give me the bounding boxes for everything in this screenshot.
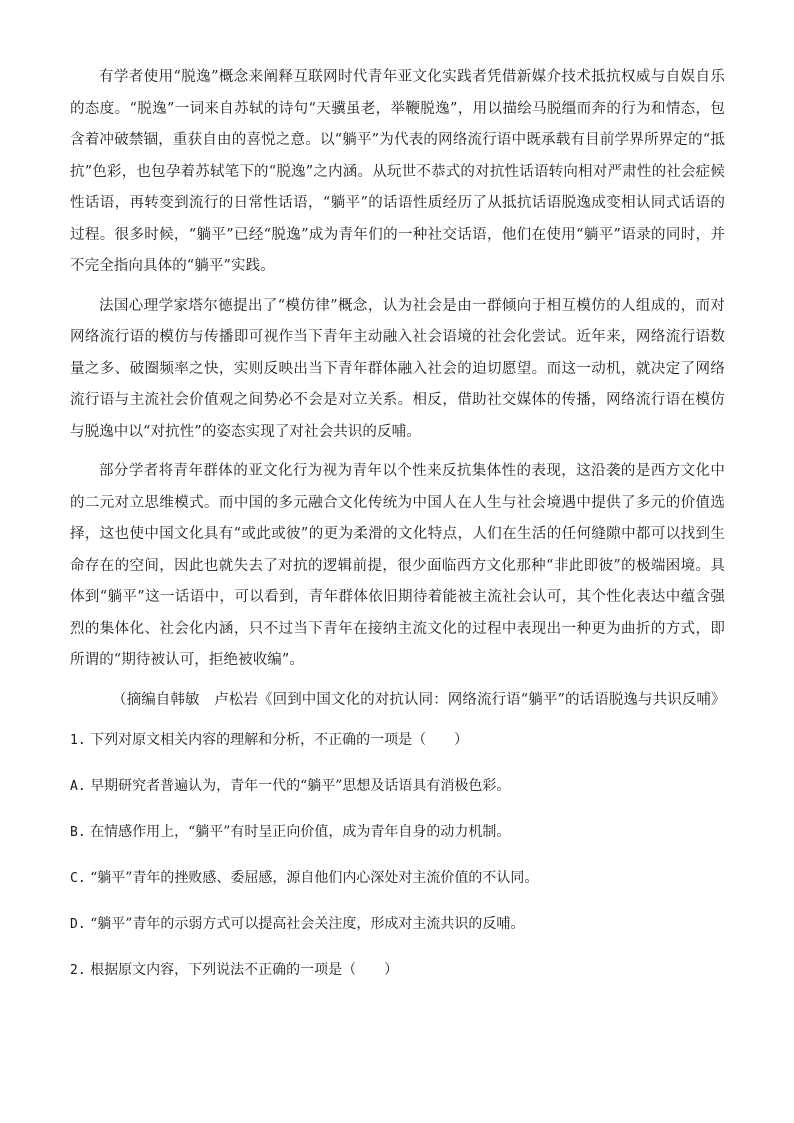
option-b-letter: B.	[70, 824, 86, 840]
question-1-option-a	[70, 771, 725, 802]
option-d-letter: D.	[70, 916, 86, 932]
question-2	[70, 955, 725, 986]
source-citation: （摘编自韩敏 卢松岩《回到中国文化的对抗认同：网络流行语“躺平”的话语脱逸与共识反哺》	[112, 691, 726, 708]
paragraph-3: 部分学者将青年群体的亚文化行为视为青年以个性来反抗集体性的表现，这沿袭的是西方文化中的二元对立思维模式。而中国的多元融合文化传统为中国人在人生与社会境遇中提供了多元的价值选择，这也使中国文化具有“或此或彼”的更为柔滑的文化特点，人们在生活的任何缝隙中都可以找到生命存在的空间，因此也就失去了对抗的逻辑前提，很少面临西方文化那种“非此即彼”的极端困境。具体到“躺平”这一话语中，可以看到，青年群体依旧期待着能被主流社会认可，其个性化表达中蕴含强烈的集体化、社会化内涵，只不过当下青年在接纳主流文化的过程中表现出一种更为曲折的方式，即所谓的“期待被认可，拒绝被收编”。	[70, 463, 725, 668]
option-a-text: 早期研究者普遍认为，青年一代的“躺平”思想及话语具有消极色彩。	[90, 777, 511, 794]
question-2-text: 根据原文内容，下列说法不正确的一项是（ ）	[90, 961, 399, 978]
question-1-option-c	[70, 863, 725, 894]
paragraph-2: 法国心理学家塔尔德提出了“模仿律”概念，认为社会是由一群倾向于相互模仿的人组成的，而对网络流行语的模仿与传播即可视作当下青年主动融入社会语境的社会化尝试。近年来，网络流行语数量之多、破圈频率之快，实则反映出当下青年群体融入社会的迫切愿望。而这一动机，就决定了网络流行语与主流社会价值观之间势必不会是对立关系。相反，借助社交媒体的传播，网络流行语在模仿与脱逸中以“对抗性”的姿态实现了对社会共识的反哺。	[70, 297, 725, 440]
question-1-option-b	[70, 817, 725, 848]
option-a-letter: A.	[70, 778, 86, 794]
option-c-text: “躺平”青年的挫败感、委屈感，源自他们内心深处对主流价值的不认同。	[90, 869, 539, 886]
option-d-text: “躺平”青年的示弱方式可以提高社会关注度，形成对主流共识的反哺。	[90, 915, 525, 932]
paragraph-1: 有学者使用“脱逸”概念来阐释互联网时代青年亚文化实践者凭借新媒介技术抵抗权威与自娱自乐的态度。“脱逸”一词来自苏轼的诗句“天骥虽老，举鞭脱逸”，用以描绘马脱缰而奔的行为和情态，包含着冲破禁锢，重获自由的喜悦之意。以“躺平”为代表的网络流行语中既承载有目前学界所界定的“抵抗”色彩，也包孕着苏轼笔下的“脱逸”之内涵。从玩世不恭式的对抗性话语转向相对严肃性的社会症候性话语，再转变到流行的日常性话语，“躺平”的话语性质经历了从抵抗话语脱逸成变相认同式话语的过程。很多时候，“躺平”已经“脱逸”成为青年们的一种社交话语，他们在使用“躺平”语录的同时，并不完全指向具体的“躺平”实践。	[70, 69, 725, 274]
question-1	[70, 725, 725, 756]
question-1-text: 下列对原文相关内容的理解和分析，不正确的一项是（ ）	[90, 731, 469, 748]
question-2-number: 2.	[70, 962, 86, 978]
document-page	[70, 62, 725, 1001]
option-b-text: 在情感作用上，“躺平”有时呈正向价值，成为青年自身的动力机制。	[90, 823, 511, 840]
option-c-letter: C.	[70, 870, 86, 886]
question-1-option-d	[70, 909, 725, 940]
question-1-number: 1.	[70, 732, 86, 748]
